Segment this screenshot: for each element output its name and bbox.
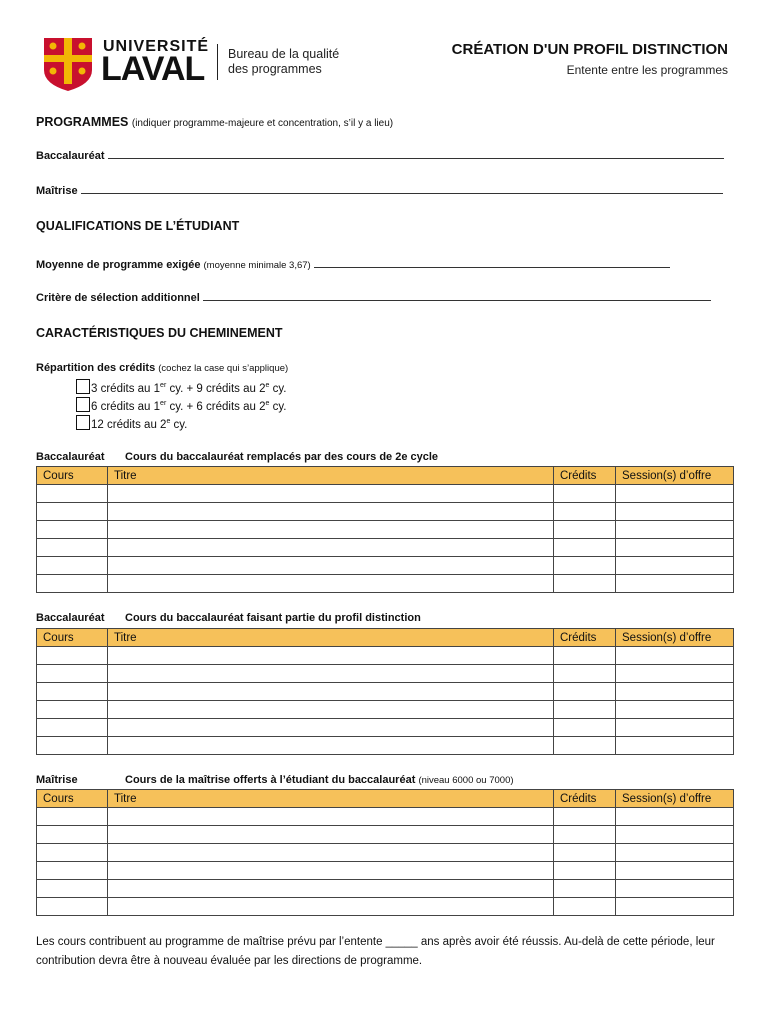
cell[interactable] [108, 898, 554, 916]
col-credits: Crédits [554, 790, 616, 808]
col-cours: Cours [37, 790, 108, 808]
cell[interactable] [37, 898, 108, 916]
credit-option-2-part-c: cy. [269, 401, 287, 413]
credit-option-3-sup-a: e [166, 418, 171, 426]
programmes-heading-text: PROGRAMMES [36, 115, 129, 129]
table-row[interactable] [37, 665, 734, 683]
cell[interactable] [554, 826, 616, 844]
cell[interactable] [616, 719, 734, 737]
cell[interactable] [37, 503, 108, 521]
table-1-level: Baccalauréat [36, 451, 105, 463]
col-cours: Cours [37, 467, 108, 485]
critere-label: Critère de sélection additionnel [36, 292, 200, 304]
table-row[interactable] [37, 485, 734, 503]
cell[interactable] [108, 844, 554, 862]
table-row[interactable] [37, 683, 734, 701]
page-title: CRÉATION D'UN PROFIL DISTINCTION [451, 41, 728, 58]
credit-option-1-sup-a: er [160, 382, 167, 390]
logo-text-universite: UNIVERSITÉ [103, 38, 210, 55]
col-session: Session(s) d’offre [616, 790, 734, 808]
table-row[interactable] [37, 557, 734, 575]
cell[interactable] [554, 701, 616, 719]
table-row[interactable] [37, 844, 734, 862]
cheminement-heading: CARACTÉRISTIQUES DU CHEMINEMENT [36, 326, 283, 340]
cell[interactable] [108, 701, 554, 719]
table-2-level: Baccalauréat [36, 612, 105, 624]
credit-option-2[interactable] [76, 397, 286, 413]
bac-program-label: Baccalauréat [36, 150, 105, 162]
credit-option-2-sup-a: er [160, 400, 167, 408]
credit-option-2-part-a: 6 crédits au 1 [91, 401, 161, 413]
moyenne-field[interactable] [36, 258, 670, 271]
credit-option-2-part-b: cy. + 6 crédits au 2 [166, 401, 266, 413]
table-row[interactable] [37, 862, 734, 880]
moyenne-label: Moyenne de programme exigée [36, 259, 201, 271]
cell[interactable] [554, 665, 616, 683]
table-row[interactable] [37, 647, 734, 665]
col-session: Session(s) d’offre [616, 467, 734, 485]
credit-option-3[interactable] [76, 415, 187, 431]
logo-divider [217, 44, 218, 80]
cell[interactable] [37, 683, 108, 701]
cell[interactable] [37, 844, 108, 862]
repartition-note: (cochez la case qui s’applique) [158, 363, 289, 374]
credit-option-2-checkbox[interactable] [76, 397, 90, 412]
repartition-label-row [36, 362, 288, 374]
repartition-label: Répartition des crédits [36, 362, 156, 374]
table-row[interactable] [37, 826, 734, 844]
table-row[interactable] [37, 880, 734, 898]
cell[interactable] [554, 898, 616, 916]
table-row[interactable] [37, 808, 734, 826]
table-1-title [36, 451, 438, 463]
cell[interactable] [37, 737, 108, 755]
cell[interactable] [37, 575, 108, 593]
credit-option-1-part-a: 3 crédits au 1 [91, 383, 161, 395]
cell[interactable] [37, 701, 108, 719]
col-titre: Titre [108, 629, 554, 647]
cell[interactable] [554, 521, 616, 539]
cell[interactable] [554, 485, 616, 503]
cell[interactable] [37, 485, 108, 503]
cell[interactable] [616, 683, 734, 701]
cell[interactable] [108, 719, 554, 737]
table-row[interactable] [37, 719, 734, 737]
cell[interactable] [554, 808, 616, 826]
credit-option-3-part-a: 12 crédits au 2 [91, 419, 167, 431]
cell[interactable] [616, 844, 734, 862]
table-row[interactable] [37, 701, 734, 719]
table-row[interactable] [37, 737, 734, 755]
cell[interactable] [37, 665, 108, 683]
table-1 [36, 466, 734, 593]
programmes-heading [36, 115, 393, 129]
cell[interactable] [108, 503, 554, 521]
col-credits: Crédits [554, 629, 616, 647]
table-row[interactable] [37, 539, 734, 557]
cell[interactable] [37, 862, 108, 880]
col-cours: Cours [37, 629, 108, 647]
cell[interactable] [616, 898, 734, 916]
cell[interactable] [554, 557, 616, 575]
cell[interactable] [616, 880, 734, 898]
qualifications-heading: QUALIFICATIONS DE L’ÉTUDIANT [36, 219, 240, 233]
cell[interactable] [554, 539, 616, 557]
cell[interactable] [616, 575, 734, 593]
cell[interactable] [108, 539, 554, 557]
credit-option-1[interactable] [76, 379, 286, 395]
table-1-caption: Cours du baccalauréat remplacés par des cours de 2e cycle [125, 451, 439, 463]
cell[interactable] [616, 557, 734, 575]
table-2 [36, 628, 734, 755]
cell[interactable] [37, 647, 108, 665]
cell[interactable] [554, 737, 616, 755]
cell[interactable] [37, 557, 108, 575]
cell[interactable] [108, 880, 554, 898]
cell[interactable] [37, 808, 108, 826]
maitrise-program-field[interactable] [36, 184, 723, 197]
programmes-note: (indiquer programme-majeure et concentration, s’il y a lieu) [131, 118, 394, 129]
cell[interactable] [108, 557, 554, 575]
credit-option-1-part-b: cy. + 9 crédits au 2 [166, 383, 266, 395]
bureau-line-1: Bureau de la qualité [228, 47, 340, 61]
critere-blank[interactable] [203, 291, 711, 301]
cell[interactable] [616, 701, 734, 719]
table-row[interactable] [37, 503, 734, 521]
bac-program-field[interactable] [36, 149, 724, 162]
table-3 [36, 789, 734, 916]
cell[interactable] [616, 647, 734, 665]
cell[interactable] [108, 826, 554, 844]
table-2-caption: Cours du baccalauréat faisant partie du profil distinction [125, 612, 421, 624]
col-titre: Titre [108, 467, 554, 485]
cell[interactable] [554, 719, 616, 737]
moyenne-note: (moyenne minimale 3,67) [203, 260, 311, 271]
logo-text-laval: LAVAL [101, 50, 205, 88]
table-row[interactable] [37, 898, 734, 916]
cell[interactable] [616, 503, 734, 521]
cell[interactable] [616, 665, 734, 683]
cell[interactable] [37, 539, 108, 557]
maitrise-program-label: Maîtrise [36, 185, 78, 197]
cell[interactable] [554, 575, 616, 593]
table-2-title [36, 612, 421, 624]
cell[interactable] [616, 521, 734, 539]
cell[interactable] [554, 880, 616, 898]
cell[interactable] [554, 844, 616, 862]
cell[interactable] [37, 826, 108, 844]
cell[interactable] [108, 683, 554, 701]
table-row[interactable] [37, 521, 734, 539]
credit-option-1-sup-b: e [265, 382, 270, 390]
cell[interactable] [108, 647, 554, 665]
cell[interactable] [616, 862, 734, 880]
cell[interactable] [108, 485, 554, 503]
credit-option-1-part-c: cy. [269, 383, 287, 395]
footer-note: Les cours contribuent au programme de maîtrise prévu par l’entente _____ ans après avoir été réussis. Au-delà de cette période, leur contribution devra être à nouveau évaluée par les directions de programme. [36, 936, 715, 967]
credit-option-3-part-b: cy. [170, 419, 188, 431]
cell[interactable] [616, 737, 734, 755]
col-session: Session(s) d’offre [616, 629, 734, 647]
bureau-label [228, 47, 339, 77]
university-shield-logo [42, 36, 94, 92]
cell[interactable] [108, 665, 554, 683]
cell[interactable] [37, 521, 108, 539]
table-3-caption: Cours de la maîtrise offerts à l’étudiant du baccalauréat [125, 774, 416, 786]
cell[interactable] [37, 880, 108, 898]
bureau-line-2: des programmes [228, 62, 322, 76]
cell[interactable] [554, 503, 616, 521]
table-3-header [37, 790, 734, 808]
credit-option-2-sup-b: e [265, 400, 270, 408]
cell[interactable] [554, 683, 616, 701]
bac-program-blank[interactable] [108, 149, 724, 159]
col-credits: Crédits [554, 467, 616, 485]
cell[interactable] [616, 808, 734, 826]
cell[interactable] [108, 808, 554, 826]
table-row[interactable] [37, 575, 734, 593]
cell[interactable] [616, 485, 734, 503]
page-subtitle: Entente entre les programmes [566, 63, 728, 77]
cell[interactable] [616, 826, 734, 844]
table-3-level: Maîtrise [36, 774, 78, 786]
cell[interactable] [37, 719, 108, 737]
critere-field[interactable] [36, 291, 711, 304]
credit-option-1-checkbox[interactable] [76, 379, 90, 394]
cell[interactable] [108, 737, 554, 755]
cell[interactable] [108, 575, 554, 593]
table-1-header [37, 467, 734, 485]
table-2-header [37, 629, 734, 647]
cell[interactable] [108, 862, 554, 880]
col-titre: Titre [108, 790, 554, 808]
credit-option-3-checkbox[interactable] [76, 415, 90, 430]
table-3-note: (niveau 6000 ou 7000) [418, 775, 514, 786]
maitrise-program-blank[interactable] [81, 184, 723, 194]
cell[interactable] [554, 647, 616, 665]
table-3-title [36, 774, 514, 786]
cell[interactable] [616, 539, 734, 557]
moyenne-blank[interactable] [314, 258, 670, 268]
cell[interactable] [108, 521, 554, 539]
cell[interactable] [554, 862, 616, 880]
